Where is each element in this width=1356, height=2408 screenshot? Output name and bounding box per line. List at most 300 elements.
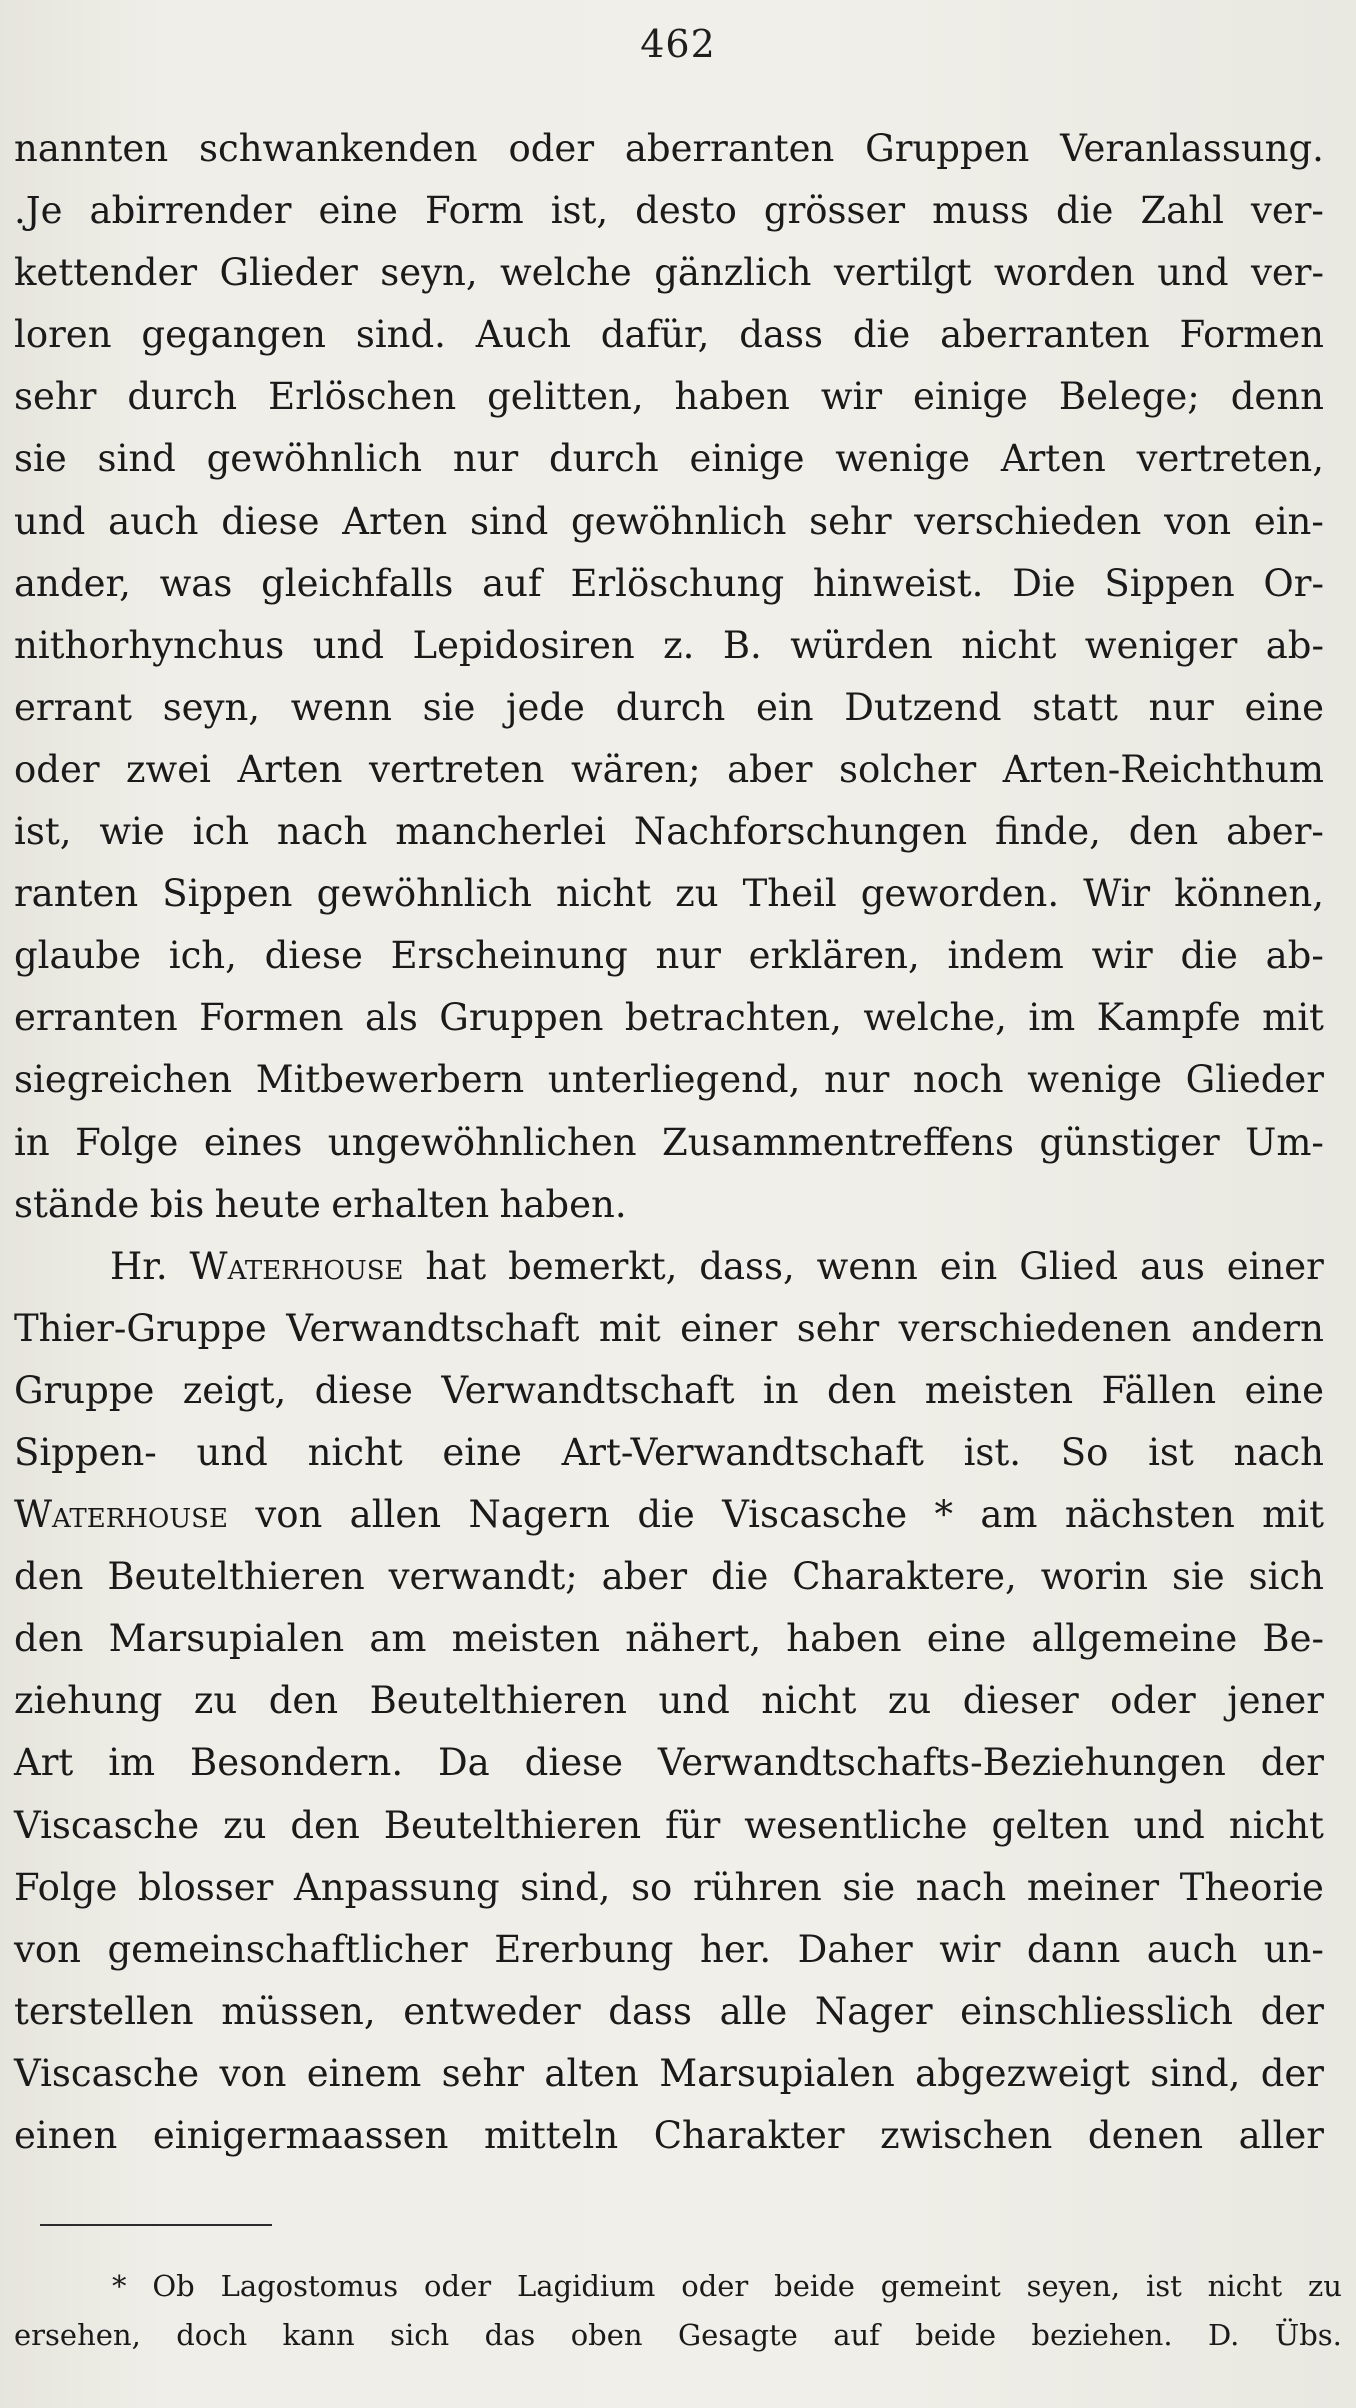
word: allen	[349, 1493, 442, 1537]
word: ver-	[1250, 251, 1324, 295]
text-line	[14, 863, 1324, 925]
word: wesentliche	[744, 1803, 968, 1847]
word: Zusammentreffens	[662, 1120, 1014, 1164]
word: un-	[1263, 1927, 1324, 1971]
word: mit	[1262, 1493, 1324, 1537]
word: eine	[926, 1617, 1007, 1661]
word: Gesagte	[677, 2318, 798, 2352]
footnote-line	[14, 2262, 1342, 2311]
word: unterliegend,	[547, 1058, 801, 1102]
word: nur	[452, 437, 519, 481]
word: sind,	[1150, 2051, 1241, 2095]
text-line	[14, 1112, 1324, 1174]
word: den	[14, 1617, 84, 1661]
word: für	[665, 1803, 721, 1847]
text-line	[14, 1795, 1324, 1857]
word: den	[826, 1368, 897, 1412]
text-line	[14, 1360, 1324, 1422]
text-line	[14, 491, 1324, 553]
word: Verwandtschaft	[286, 1306, 580, 1350]
word: erklären,	[748, 934, 920, 978]
word: nicht	[556, 872, 652, 916]
word: Kampfe	[1096, 996, 1241, 1040]
word: Sippen	[1104, 561, 1235, 605]
word: einer	[1226, 1244, 1324, 1288]
word: Fällen	[1101, 1368, 1217, 1412]
word: und	[312, 623, 385, 667]
word: Erlöschen	[268, 375, 457, 419]
word: den	[268, 1679, 339, 1723]
word: siegreichen	[14, 1058, 233, 1102]
word: *	[112, 2269, 127, 2303]
word: seyn,	[380, 251, 478, 295]
text-line	[14, 428, 1324, 490]
word: durch	[127, 375, 238, 419]
word: erranten	[14, 996, 178, 1040]
word: Formen	[199, 996, 344, 1040]
word: aber	[727, 747, 813, 791]
word: aber	[601, 1555, 687, 1599]
word: sie	[842, 1865, 896, 1909]
word: Auch	[475, 313, 571, 357]
word: wie	[99, 810, 165, 854]
text-line	[14, 1670, 1324, 1732]
word: durch	[548, 437, 659, 481]
word: dass	[608, 1989, 692, 2033]
word: nicht	[307, 1430, 403, 1474]
word: dass	[739, 313, 824, 357]
text-line	[14, 987, 1324, 1049]
word: ersehen,	[14, 2318, 141, 2352]
word: auch	[1146, 1927, 1238, 1971]
word: hat	[425, 1244, 487, 1288]
word: können,	[1174, 872, 1324, 916]
word: welche,	[863, 996, 1007, 1040]
word: Viscasche	[14, 2051, 200, 2095]
word: Arten-Reichthum	[1002, 747, 1324, 791]
word: einem	[306, 2051, 422, 2095]
word: durch	[615, 685, 726, 729]
word: Formen	[1179, 313, 1324, 357]
word: der	[1260, 1989, 1324, 2033]
word: haben	[674, 375, 790, 419]
word: betrachten,	[624, 996, 842, 1040]
word: sehr	[796, 1306, 880, 1350]
word: nur	[1148, 685, 1214, 729]
word: D.	[1207, 2318, 1240, 2352]
word: Viscasche	[722, 1493, 908, 1537]
word: her.	[699, 1927, 772, 1971]
text-line	[14, 1919, 1324, 1981]
text-line	[14, 739, 1324, 801]
word: eine	[442, 1430, 522, 1474]
word: oder	[14, 747, 100, 791]
word: alten	[544, 2051, 639, 2095]
word: Lepidosiren	[412, 623, 635, 667]
word: Beutelthieren	[107, 1555, 365, 1599]
word: Verwandtschaft	[441, 1368, 735, 1412]
word: zeigt,	[182, 1368, 287, 1412]
word: muss	[932, 189, 1030, 233]
word: gemeint	[880, 2269, 1001, 2303]
word: vertreten,	[1136, 437, 1324, 481]
word: ander,	[14, 561, 131, 605]
word: Glied	[1019, 1244, 1119, 1288]
word: Art	[14, 1741, 74, 1785]
word: jede	[506, 685, 585, 729]
word: was	[159, 561, 233, 605]
word: die	[637, 1493, 695, 1537]
word: zu	[1308, 2269, 1342, 2303]
word: nicht	[1207, 2269, 1283, 2303]
word: einige	[689, 437, 805, 481]
word: der	[1260, 1741, 1324, 1785]
text-line	[14, 2043, 1324, 2105]
word: nur	[655, 934, 721, 978]
word: mit	[1262, 996, 1324, 1040]
word: sehr	[441, 2051, 525, 2095]
word: sie	[422, 685, 476, 729]
word: die	[710, 1555, 769, 1599]
word: sie	[1171, 1555, 1225, 1599]
text-line	[14, 615, 1324, 677]
word: und	[658, 1679, 730, 1723]
word: *	[934, 1493, 953, 1537]
word: jener	[1227, 1679, 1324, 1723]
word: desto	[635, 189, 737, 233]
word: von	[255, 1493, 323, 1537]
word: aus	[1139, 1244, 1205, 1288]
word: ist	[1148, 1430, 1194, 1474]
word: rühren	[692, 1865, 822, 1909]
word: grösser	[763, 189, 906, 233]
word: nach	[1233, 1430, 1324, 1474]
word: so	[631, 1865, 673, 1909]
word: einschliesslich	[960, 1989, 1234, 2033]
text-line	[14, 553, 1324, 615]
word: nähert,	[625, 1617, 762, 1661]
word: nannten	[14, 127, 169, 170]
word: vertreten	[368, 747, 545, 791]
word: oder	[1110, 1679, 1196, 1723]
word: Art-Verwandtschaft	[561, 1430, 924, 1474]
word: heute	[214, 1182, 321, 1226]
footnote-rule	[40, 2224, 272, 2226]
word: seyn,	[162, 685, 261, 729]
word: Ob	[152, 2269, 195, 2303]
word: auf	[482, 561, 542, 605]
word: gelten	[991, 1803, 1110, 1847]
word: bemerkt,	[508, 1244, 678, 1288]
word: Nachforschungen	[633, 810, 968, 854]
word: im	[108, 1741, 156, 1785]
word: die	[1056, 189, 1114, 233]
text-line	[14, 1484, 1324, 1546]
word: Belege;	[1058, 375, 1200, 419]
text-line	[14, 242, 1324, 304]
word: Marsupialen	[108, 1617, 345, 1661]
word: ein	[939, 1244, 998, 1288]
word: nicht	[761, 1679, 857, 1723]
word: Folge	[14, 1865, 118, 1909]
word: Daher	[797, 1927, 913, 1971]
word: und	[1157, 251, 1229, 295]
word: z.	[663, 623, 695, 667]
word: denn	[1230, 375, 1324, 419]
word: Gruppen	[865, 127, 1030, 170]
word: am	[369, 1617, 427, 1661]
paragraph-2	[14, 1236, 1324, 2167]
word: geworden.	[860, 872, 1060, 916]
word: Charaktere,	[792, 1555, 1017, 1599]
word: ver-	[1250, 189, 1324, 233]
word: mancherlei	[395, 810, 606, 854]
word: weniger	[1084, 623, 1238, 667]
word: glaube	[14, 934, 141, 978]
word: nicht	[961, 623, 1057, 667]
word: Arten	[1000, 437, 1106, 481]
word: den	[14, 1555, 84, 1599]
word: sehr	[14, 375, 97, 419]
word: Be-	[1262, 1617, 1324, 1661]
word: von	[14, 1927, 82, 1971]
word: wären;	[571, 747, 701, 791]
word: stände	[14, 1182, 140, 1226]
word: mitteln	[483, 2114, 619, 2157]
word: doch	[176, 2318, 248, 2352]
word: nur	[823, 1058, 890, 1102]
word: Um-	[1245, 1120, 1324, 1164]
word: als	[364, 996, 418, 1040]
word: gänzlich	[654, 251, 812, 295]
word: verwandt;	[388, 1555, 578, 1599]
text-line	[14, 1298, 1324, 1360]
word: ist	[1145, 2269, 1182, 2303]
word: nithorhynchus	[14, 623, 285, 667]
word: ich	[192, 810, 250, 854]
word: abgezweigt	[915, 2051, 1130, 2095]
word: Ererbung	[494, 1927, 674, 1971]
word: aller	[1238, 2114, 1324, 2157]
word: errant	[14, 685, 133, 729]
word: solcher	[838, 747, 977, 791]
word: nach	[276, 810, 368, 854]
word: eine	[318, 189, 398, 233]
word: terstellen	[14, 1989, 194, 2033]
word: ziehung	[14, 1679, 163, 1723]
word: welche	[499, 251, 632, 295]
word: erhalten	[331, 1182, 490, 1226]
word: Theorie	[1179, 1865, 1324, 1909]
word: einige	[912, 375, 1028, 419]
word: eine	[1244, 685, 1324, 729]
word: von	[219, 2051, 287, 2095]
word: wenn	[816, 1244, 918, 1288]
word: Verwandtschafts-Beziehungen	[657, 1741, 1226, 1785]
word: ungewöhnlichen	[327, 1120, 637, 1164]
word: worin	[1040, 1555, 1149, 1599]
word: das	[484, 2318, 536, 2352]
word: haben.	[499, 1182, 627, 1226]
text-line	[14, 801, 1324, 863]
word: bis	[149, 1182, 205, 1226]
word: Form	[424, 189, 524, 233]
word: mit	[598, 1306, 661, 1350]
word: dieser	[962, 1679, 1079, 1723]
word: nach	[915, 1865, 1007, 1909]
word: und	[1133, 1803, 1205, 1847]
word: hinweist.	[812, 561, 984, 605]
word: Wir	[1083, 872, 1151, 916]
word: gelitten,	[487, 375, 644, 419]
word: Marsupialen	[659, 2051, 895, 2095]
word: Erlöschung	[570, 561, 785, 605]
word: den	[1128, 810, 1199, 854]
word: gegangen	[141, 313, 326, 357]
word: Gruppen	[439, 996, 604, 1040]
word: müssen,	[221, 1989, 376, 2033]
text-line	[14, 1236, 1324, 1298]
word: sie	[14, 437, 67, 481]
text-line	[14, 1422, 1324, 1484]
word: Charakter	[653, 2114, 845, 2157]
word: Zahl	[1140, 189, 1224, 233]
word: Lagidium	[516, 2269, 656, 2303]
word: Waterhouse	[14, 1493, 228, 1537]
word: wenn	[290, 685, 392, 729]
word: zu	[193, 1679, 238, 1723]
word: gewöhnlich	[571, 499, 787, 543]
word: entweder	[403, 1989, 581, 2033]
word: würden	[790, 623, 933, 667]
text-line	[14, 118, 1324, 180]
word: Dutzend	[844, 685, 1002, 729]
word: am	[980, 1493, 1038, 1537]
word: Folge	[75, 1120, 179, 1164]
word: nicht	[1228, 1803, 1324, 1847]
footnote-line	[14, 2311, 1342, 2360]
word: wir	[820, 375, 883, 419]
word: Erscheinung	[390, 934, 628, 978]
word: Nager	[814, 1989, 933, 2033]
word: ab-	[1265, 934, 1324, 978]
word: sich	[1248, 1555, 1324, 1599]
word: meiner	[1026, 1865, 1160, 1909]
word: Sippen	[162, 872, 293, 916]
word: kann	[282, 2318, 355, 2352]
word: Theil	[742, 872, 837, 916]
word: sich	[390, 2318, 450, 2352]
word: die	[1180, 934, 1238, 978]
word: oder	[424, 2269, 492, 2303]
word: wenige	[1027, 1058, 1162, 1102]
word: zwei	[126, 747, 211, 791]
text-line	[14, 925, 1324, 987]
word: Da	[438, 1741, 490, 1785]
word: Lagostomus	[220, 2269, 399, 2303]
word: oder	[508, 127, 595, 170]
word: Waterhouse	[189, 1244, 404, 1288]
word: auf	[833, 2318, 880, 2352]
word: Hr.	[110, 1244, 168, 1288]
main-text	[14, 118, 1324, 2167]
text-line	[14, 304, 1324, 366]
word: auch	[108, 499, 199, 543]
word: beziehen.	[1031, 2318, 1173, 2352]
page-number: 462	[640, 22, 716, 66]
word: sind	[469, 499, 549, 543]
word: diese	[221, 499, 320, 543]
word: gewöhnlich	[206, 437, 423, 481]
word: in	[762, 1368, 799, 1412]
word: haben	[786, 1617, 902, 1661]
word: Beutelthieren	[383, 1803, 642, 1847]
word: ein-	[1253, 499, 1324, 543]
word: abirrender	[89, 189, 292, 233]
text-line	[14, 1981, 1324, 2043]
word: noch	[912, 1058, 1004, 1102]
word: verschieden	[914, 499, 1142, 543]
text-line	[14, 366, 1324, 428]
word: ist.	[963, 1430, 1022, 1474]
word: eines	[203, 1120, 303, 1164]
word: Die	[1012, 561, 1076, 605]
word: den	[290, 1803, 360, 1847]
word: Beutelthieren	[369, 1679, 627, 1723]
text-line	[14, 2105, 1324, 2167]
word: loren	[14, 313, 112, 357]
footnote	[14, 2262, 1342, 2360]
word: Anpassung	[294, 1865, 500, 1909]
word: Or-	[1263, 561, 1324, 605]
word: Übs.	[1274, 2318, 1342, 2352]
word: in	[14, 1120, 50, 1164]
word: beide	[915, 2318, 997, 2352]
word: wir	[939, 1927, 1001, 1971]
word: zu	[887, 1679, 932, 1723]
word: gemeinschaftlicher	[107, 1927, 468, 1971]
word: sind,	[520, 1865, 611, 1909]
word: der	[1260, 2051, 1324, 2095]
word: Arten	[237, 747, 343, 791]
word: andern	[1190, 1306, 1324, 1350]
word: dass,	[699, 1244, 795, 1288]
word: Sippen-	[14, 1430, 157, 1474]
word: oben	[570, 2318, 643, 2352]
word: sehr	[809, 499, 892, 543]
word: aberranten	[940, 313, 1150, 357]
word: Glieder	[1185, 1058, 1324, 1102]
word: gewöhnlich	[316, 872, 532, 916]
word: Thier-Gruppe	[14, 1306, 267, 1350]
word: statt	[1032, 685, 1118, 729]
word: die	[852, 313, 911, 357]
text-line	[14, 1857, 1324, 1919]
word: worden	[993, 251, 1135, 295]
word: von	[1164, 499, 1232, 543]
text-line	[14, 677, 1324, 739]
word: wenige	[835, 437, 971, 481]
word: ranten	[14, 872, 139, 916]
word: nächsten	[1064, 1493, 1235, 1537]
paragraph-1	[14, 118, 1324, 1236]
word: oder	[681, 2269, 749, 2303]
word: diese	[524, 1741, 623, 1785]
word: finde,	[995, 810, 1101, 854]
word: beide	[774, 2269, 855, 2303]
word: Viscasche	[14, 1803, 200, 1847]
text-line	[14, 1546, 1324, 1608]
